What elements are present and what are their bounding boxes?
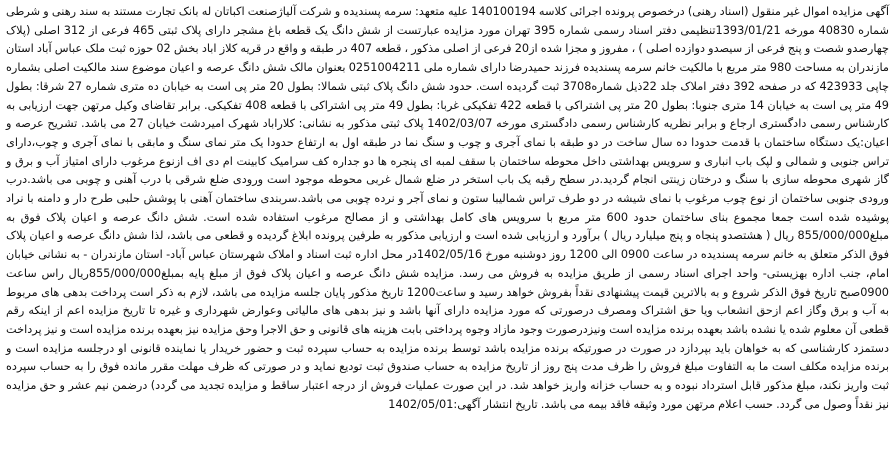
auction-notice-text: آگهی مزایده اموال غیر منقول (اسناد رهنی) درخصوص پرونده اجرائی کلاسه 140100194 علیه متعهد: سرمه پسندیده و شرکت آلیاژصنعت اکباتان له بانک تجارت مستند به سند رهنی و شرطی شماره 40830 مورخه 1393/01/21تنظیمی دفتر اسناد رسمی شماره 395 تهران مورد مزایده عبارتست از شش دانگ یک قطعه باغ مشجر دارای پلاک ثبتی 465 فرعی از 312 اصلی (پلاک چهارصدو شصت و پنج فرعی از سیصدو دوازده اصلی ) ، مفروز و مجزا شده از20 فرعی از اصلی مذکور ، قطعه 407 در طبقه و واقع در قریه کلاز اباد بخش 02 حوزه ثبت ملک عباس آباد استان مازندران به مساحت 980 متر مربع با مالکیت خانم سرمه پسندیده فرزند حمیدرضا دارای شماره ملی 0251004211 بعنوان مالک شش دانگ عرصه و اعیان موضوع سند مالکیت اصلی بشماره چاپی 423933 که در صفحه 392 دفتر املاک جلد 22ذیل شماره3708 ثبت گردیده است. حدود شش دانگ پلاک ثبتی شمالا: بطول 20 متر پی است به خیابان ده متری شماره 27 شرقا: بطول 49 متر پی است به خیابان 14 متری جنوبا: بطول 20 متر پی اشتراکی با قطعه 422 تفکیکی غربا: بطول 49 متر پی اشتراکی با قطعه 408 تفکیکی. برابر تقاضای وکیل مرتهن جهت ارزیابی به کارشناس رسمی دادگستری ارجاع و برابر نظریه کارشناس رسمی دادگستری مورخه 1402/03/07 پلاک ثبتی مذکور به نشانی: کلاراباد شهرک امیردشت خیابان 27 می باشد. تشریح عرصه و اعیان:یک دستگاه ساختمان با قدمت حدودا ده سال ساخت در دو طبقه با نمای آجری و چوب و سنگ نما در طبقه اول به ارتفاع حدودا یک متر نمای سنگ و مابقی با نمای آجری و چوب،دارای تراس جنوبی و شمالی و لپک باب انباری و سرویس بهداشتی داخل محوطه ساختمان با سقف لمبه ای پنجره ها دو جداره کف سرامیک کابینت ام دی اف ازنوع مرغوب دارای امتیاز آب و برق و گاز شهری محوطه سازی با سنگ و درختان زینتی انجام گردید.در سطح رقبه یک باب استخر در ضلع شمال غربی محوطه موجود است ورودی ضلع شرقی با درب آهنی و چوبی می باشد.درب ورودی جنوبی ساختمان از نوع چوب مرغوب با نمای شیشه در دو طرف تراس شمالیبا ستون و نمای آجر و نرده چوبی می باشد.سربندی ساختمان آهنی با پوشش حلبی طرح دار و دامنه با نراد پوشیده شده است جمعا مجموع بنای ساختمان حدود 600 متر مربع با سرویس های کامل بهداشتی و از مصالح مرغوب استفاده شده است. شش دانگ عرصه و اعیان پلاک فوق به مبلغ855/000/000 ریال ( هشتصدو پنجاه و پنج میلیارد ریال ) برآورد و ارزیابی شده است و ارزیابی مذکور به طرفین پرونده ابلاغ گردیده و قطعی می باشد، لذا شش دانگ عرصه و اعیان پلاک فوق الذکر متعلق به خانم سرمه پسندیده در ساعت 0900 الی 1200 روز دوشنبه مورخ 1402/05/16در محل اداره ثبت اسناد و املاک شهرستان عباس آباد- استان مازندران - به نشانی خیابان امام، جنب اداره بهزیستی- واحد اجرای اسناد رسمی از طریق مزایده به فروش می رسد. مزایده شش دانگ عرصه و اعیان پلاک فوق از مبلغ پایه بمبلغ855/000/000ریال راس ساعت 0900صبح تاریخ فوق الذکر شروع و به بالاترین قیمت پیشنهادی نقداً بفروش خواهد رسید و ساعت1200 تاریخ مذکور پایان جلسه مزایده می باشد، لازم به ذکر است پرداخت بدهی های مربوط به آب و برق وگاز اعم ازحق انشعاب ویا حق اشتراک ومصرف درصورتی که مورد مزایده دارای آنها باشد و نیز بدهی های مالیاتی وعوارض شهرداری و غیره تا تاریخ مزایده اعم از اینکه رقم قطعی آن معلوم شده یا نشده باشد بعهده برنده مزایده است ونیزدرصورت وجود مازاد وجوه پرداختی بابت هزینه های قانونی و حق الاجرا وحق مزایده نیز بعهده برنده مزایده است و نیز پرداخت دستمزد کارشناسی که به خواهان باید بپردازد در صورت در صورتیکه برنده مزایده باشد توسط برنده مزایده به حساب سپرده ثبت و حضور خریدار یا نماینده قانونی او درجلسه مزایده است و برنده مزایده مکلف است ما به التفاوت مبلغ فروش را ظرف مدت پنج روز از تاریخ مزایده به حساب صندوق ثبت تودیع نماید و در صورتی که ظرف مهلت مقرر مانده فوق را به حساب سپرده ثبت واریز نکند، مبلغ مذکور قابل استرداد نبوده و به حساب خزانه واریز خواهد شد. در این صورت عملیات فروش از درجه اعتبار ساقط و مزایده تجدید می گردد) درضمن نیم عشر و حق مزایده نیز نقداً وصول می گردد. حسب اعلام مرتهن مورد وثیقه فاقد بیمه می باشد. تاریخ انتشار آگهی:1402/05/01 — [6, 5, 890, 411]
